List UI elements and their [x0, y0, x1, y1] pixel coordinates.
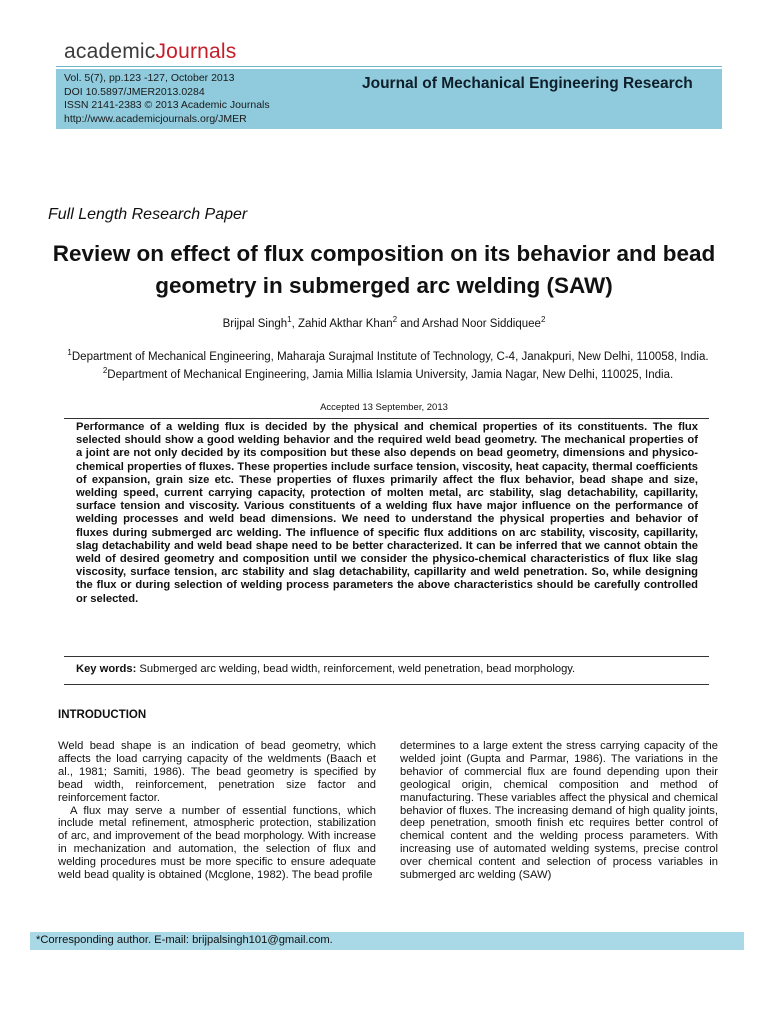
meta-issn: ISSN 2141-2383 © 2013 Academic Journals — [64, 99, 270, 111]
logo-part-academic: academic — [64, 40, 156, 63]
paper-title: Review on effect of flux composition on its behavior and bead geometry in submerged arc welding (SAW) — [52, 241, 716, 298]
meta-url[interactable]: http://www.academicjournals.org/JMER — [64, 112, 247, 125]
author-name: Arshad Noor Siddiquee — [422, 317, 541, 330]
right-column — [400, 740, 718, 882]
affiliations — [48, 346, 728, 382]
paragraph: determines to a large extent the stress carrying capacity of the welded joint (Gupta and Parmar, 1986). The variations in the behavior of commercial flux are found depending upon their geological origin, chemical composition and method of manufacturing. These variables affect the physical and chemical behavior of fluxes. The increasing demand of high quality joints, deep penetration, smooth finish etc requires better control of chemical content and the welding process parameters. With increasing use of automated welding systems, precise control over chemical content and selection of process variables in submerged arc welding (SAW) — [400, 740, 718, 882]
author-list: Brijpal Singh$^1$, Zahid Akthar Khan$^2$ and Arshad Noor Siddiquee$^2$ — [222, 315, 546, 330]
logo-part-journals: Journals — [155, 40, 237, 63]
footnote-band — [30, 932, 744, 950]
accepted-date: Accepted 13 September, 2013 — [320, 402, 448, 413]
affiliation-2: $^2$Department of Mechanical Engineering, Jamia Millia Islamia University, Jamia Nagar, New Delhi, 110025, India. — [102, 365, 674, 381]
paper-type: Full Length Research Paper — [48, 206, 248, 223]
journal-title: Journal of Mechanical Engineering Research — [362, 75, 693, 92]
author-name: Zahid Akthar Khan — [298, 317, 393, 330]
publication-meta — [64, 72, 270, 126]
header-rule — [56, 66, 722, 67]
meta-doi: DOI 10.5897/JMER2013.0284 — [64, 85, 205, 98]
author-affil-sup: 2 — [540, 315, 546, 324]
abstract-bottom-rule — [64, 684, 709, 685]
left-column — [58, 740, 376, 882]
publisher-logo — [64, 40, 236, 64]
author-affil-sup: 2 — [392, 315, 398, 324]
author-affil-sup: 1 — [287, 315, 292, 324]
abstract-divider — [64, 656, 709, 657]
paragraph: A flux may serve a number of essential functions, which include metal refinement, atmospheric protection, stabilization of arc, and improvement of the bead morphology. With increase in mechanization and automation, the selection of flux and welding procedures must be more specific to ensure adequate weld bead quality is obtained (Mcglone, 1982). The bead profile — [58, 804, 376, 882]
abstract: Performance of a welding flux is decided by the physical and chemical properties of its constituents. The flux selected should show a good welding behavior and the required weld bead geometry. The mechanical properties of a joint are not only decided by its composition but these also depends on bead geometry, dimensions and physico-chemical properties of fluxes. These properties include surface tension, viscosity, heat capacity, thermal coefficients of expansion, grain size etc. These properties of fluxes primarily affect the flux behavior, bead shape and size, welding speed, current carrying capacity, protection of molten metal, arc stability, slag detachability, capillarity, surface tension and viscosity. Various constituents of a welding flux have major influence on the performance of welding processes and weld bead dimensions. We need to understand the physical properties and behavior of fluxes during submerged arc welding. The influence of specific flux additions on arc stability, viscosity, capillarity, slag detachability and weld bead shape need to be better characterized. It can be inferred that we cannot obtain the weld of desired geometry and composition until we consider the physico-chemical characteristics of flux like slag viscosity, surface tension, arc stability and slag detachability, capillarity and weld penetration. So, while designing the flux or during selection of welding process parameters the above characteristics should be carefully controlled or selected. — [76, 421, 698, 605]
paragraph: Weld bead shape is an indication of bead geometry, which affects the load carrying capacity of the weldments (Baach et al., 1981; Samiti, 1986). The bead geometry is specified by bead width, reinforcement, penetration size factor and reinforcement factor. — [58, 740, 376, 804]
keywords — [76, 663, 698, 675]
section-heading-introduction: INTRODUCTION — [58, 709, 147, 721]
journal-info-band — [56, 69, 722, 129]
corresponding-author-note: *Corresponding author. E-mail: brijpalsingh101@gmail.com. — [36, 934, 333, 946]
keywords-label: Key words: — [76, 663, 137, 675]
abstract-top-rule — [64, 418, 709, 419]
affiliation-1: $^1$Department of Mechanical Engineering, Maharaja Surajmal Institute of Technology, C-4, Janakpuri, New Delhi, 110058, India. — [67, 348, 709, 363]
author-name: Brijpal Singh — [222, 317, 288, 330]
keywords-text: Submerged arc welding, bead width, reinforcement, weld penetration, bead morphology. — [136, 663, 576, 675]
meta-volume: Vol. 5(7), pp.123 -127, October 2013 — [64, 72, 235, 84]
